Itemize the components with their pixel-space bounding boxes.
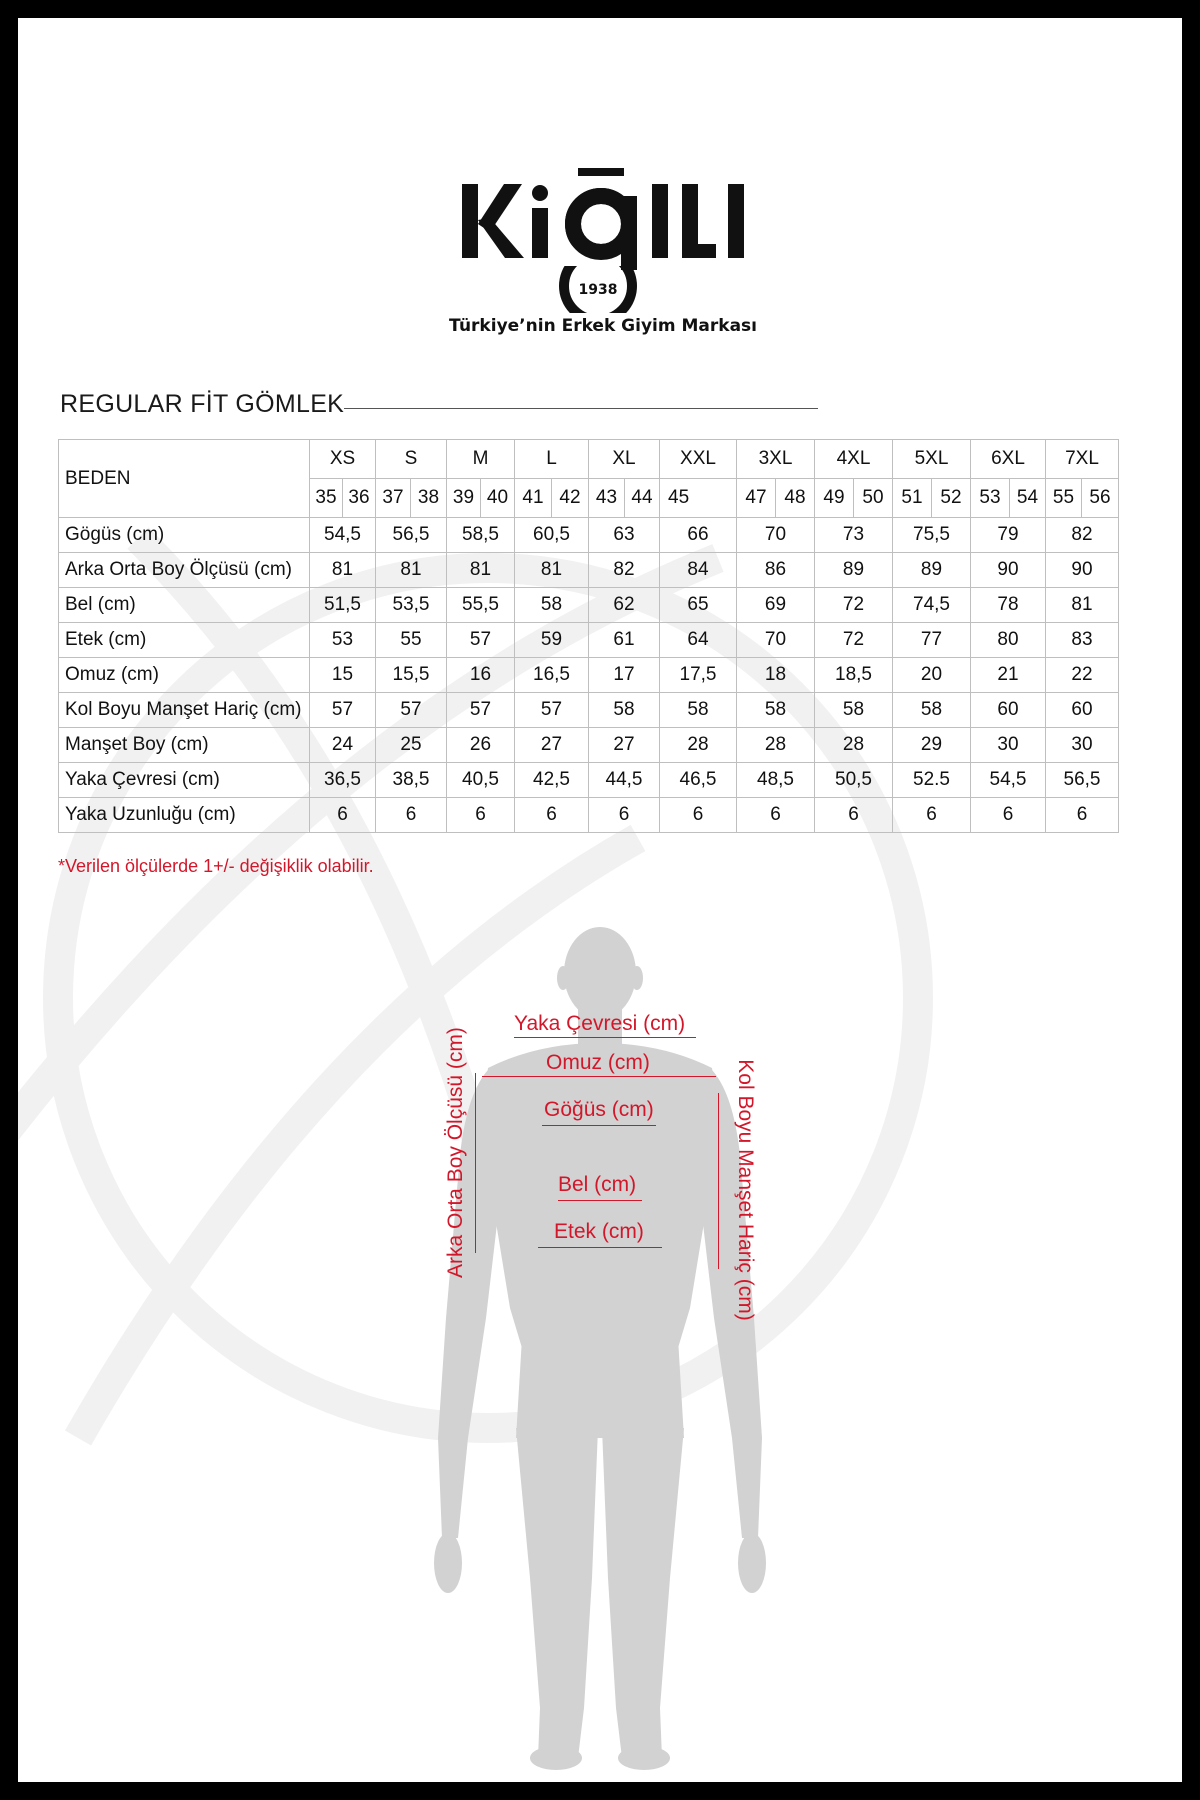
- size-label: L: [515, 440, 589, 479]
- table-cell: 79: [971, 518, 1046, 553]
- table-cell: 15: [310, 658, 376, 693]
- table-cell: 40,5: [447, 763, 515, 798]
- table-cell: 54,5: [310, 518, 376, 553]
- size-number: 56: [1082, 479, 1119, 518]
- table-cell: 6: [737, 798, 815, 833]
- table-cell: 81: [1046, 588, 1119, 623]
- table-cell: 58: [589, 693, 660, 728]
- table-cell: 58: [660, 693, 737, 728]
- size-number: 38: [411, 479, 447, 518]
- table-cell: 69: [737, 588, 815, 623]
- table-cell: 28: [737, 728, 815, 763]
- size-number: 35: [310, 479, 343, 518]
- size-number: 47: [737, 479, 776, 518]
- size-number: 42: [552, 479, 589, 518]
- table-cell: 77: [893, 623, 971, 658]
- table-cell: 70: [737, 623, 815, 658]
- table-cell: 54,5: [971, 763, 1046, 798]
- table-cell: 57: [447, 693, 515, 728]
- table-cell: 6: [447, 798, 515, 833]
- label-omuz: Omuz (cm): [546, 1051, 650, 1074]
- table-cell: 90: [971, 553, 1046, 588]
- table-cell: 6: [376, 798, 447, 833]
- body-figure: [18, 18, 1182, 1782]
- table-cell: 78: [971, 588, 1046, 623]
- table-cell: 57: [376, 693, 447, 728]
- table-cell: 36,5: [310, 763, 376, 798]
- size-label: S: [376, 440, 447, 479]
- table-cell: 81: [447, 553, 515, 588]
- table-cell: 60: [971, 693, 1046, 728]
- row-label: Yaka Uzunluğu (cm): [59, 798, 310, 833]
- table-cell: 6: [310, 798, 376, 833]
- size-label: XS: [310, 440, 376, 479]
- table-cell: 27: [515, 728, 589, 763]
- label-yaka: Yaka Çevresi (cm): [514, 1012, 686, 1035]
- label-bel: Bel (cm): [558, 1173, 637, 1196]
- footnote: *Verilen ölçülerde 1+/- değişiklik olabilir.: [58, 856, 374, 876]
- table-cell: 48,5: [737, 763, 815, 798]
- size-number: 43: [589, 479, 625, 518]
- table-cell: 73: [815, 518, 893, 553]
- size-number: 49: [815, 479, 854, 518]
- size-number: 55: [1046, 479, 1082, 518]
- table-cell: 25: [376, 728, 447, 763]
- table-cell: 56,5: [1046, 763, 1119, 798]
- size-number: 52: [932, 479, 971, 518]
- table-cell: 86: [737, 553, 815, 588]
- table-cell: 53,5: [376, 588, 447, 623]
- table-cell: 89: [815, 553, 893, 588]
- size-label: 3XL: [737, 440, 815, 479]
- table-cell: 55,5: [447, 588, 515, 623]
- table-cell: 46,5: [660, 763, 737, 798]
- table-cell: 57: [515, 693, 589, 728]
- table-cell: 27: [589, 728, 660, 763]
- table-cell: 61: [589, 623, 660, 658]
- table-cell: 16: [447, 658, 515, 693]
- table-cell: 83: [1046, 623, 1119, 658]
- brand-tagline: Türkiye’nin Erkek Giyim Markası: [448, 316, 758, 336]
- label-gogus: Göğüs (cm): [544, 1098, 654, 1121]
- table-cell: 72: [815, 623, 893, 658]
- table-cell: 28: [660, 728, 737, 763]
- size-label: 7XL: [1046, 440, 1119, 479]
- header-beden: BEDEN: [59, 440, 310, 518]
- size-number: 48: [776, 479, 815, 518]
- size-number: 40: [481, 479, 515, 518]
- table-cell: 6: [515, 798, 589, 833]
- size-number: 37: [376, 479, 411, 518]
- size-label: XL: [589, 440, 660, 479]
- row-label: Arka Orta Boy Ölçüsü (cm): [59, 553, 310, 588]
- table-cell: 80: [971, 623, 1046, 658]
- table-cell: 30: [971, 728, 1046, 763]
- table-cell: 63: [589, 518, 660, 553]
- row-label: Manşet Boy (cm): [59, 728, 310, 763]
- table-cell: 57: [310, 693, 376, 728]
- size-number: 36: [343, 479, 376, 518]
- table-cell: 75,5: [893, 518, 971, 553]
- table-cell: 17: [589, 658, 660, 693]
- table-cell: 89: [893, 553, 971, 588]
- table-cell: 58: [815, 693, 893, 728]
- table-cell: 81: [515, 553, 589, 588]
- table-cell: 58,5: [447, 518, 515, 553]
- size-label: 5XL: [893, 440, 971, 479]
- table-cell: 81: [310, 553, 376, 588]
- table-cell: 60: [1046, 693, 1119, 728]
- table-cell: 6: [589, 798, 660, 833]
- table-cell: 50,5: [815, 763, 893, 798]
- table-cell: 74,5: [893, 588, 971, 623]
- table-cell: 52.5: [893, 763, 971, 798]
- table-cell: 6: [971, 798, 1046, 833]
- label-etek: Etek (cm): [554, 1220, 644, 1243]
- table-cell: 66: [660, 518, 737, 553]
- table-cell: 24: [310, 728, 376, 763]
- table-cell: 6: [815, 798, 893, 833]
- table-cell: 18: [737, 658, 815, 693]
- table-cell: 58: [737, 693, 815, 728]
- size-number: 41: [515, 479, 552, 518]
- row-label: Gögüs (cm): [59, 518, 310, 553]
- row-label: Omuz (cm): [59, 658, 310, 693]
- table-cell: 51,5: [310, 588, 376, 623]
- table-cell: 42,5: [515, 763, 589, 798]
- table-cell: 81: [376, 553, 447, 588]
- table-cell: 57: [447, 623, 515, 658]
- table-cell: 72: [815, 588, 893, 623]
- table-cell: 59: [515, 623, 589, 658]
- table-cell: 65: [660, 588, 737, 623]
- size-number: 45: [660, 479, 737, 518]
- size-label: 4XL: [815, 440, 893, 479]
- size-number: 44: [625, 479, 660, 518]
- page-title: REGULAR FİT GÖMLEK: [60, 390, 345, 418]
- row-label: Yaka Çevresi (cm): [59, 763, 310, 798]
- table-cell: 44,5: [589, 763, 660, 798]
- table-cell: 82: [1046, 518, 1119, 553]
- table-cell: 6: [660, 798, 737, 833]
- size-label: M: [447, 440, 515, 479]
- table-cell: 30: [1046, 728, 1119, 763]
- size-number: 54: [1010, 479, 1046, 518]
- table-cell: 28: [815, 728, 893, 763]
- table-cell: 62: [589, 588, 660, 623]
- row-label: Kol Boyu Manşet Hariç (cm): [59, 693, 310, 728]
- size-number: 53: [971, 479, 1010, 518]
- table-cell: 6: [1046, 798, 1119, 833]
- table-cell: 84: [660, 553, 737, 588]
- table-cell: 82: [589, 553, 660, 588]
- table-cell: 16,5: [515, 658, 589, 693]
- table-cell: 56,5: [376, 518, 447, 553]
- table-cell: 6: [893, 798, 971, 833]
- size-chart-sheet: [18, 18, 1182, 1782]
- table-cell: 26: [447, 728, 515, 763]
- size-label: 6XL: [971, 440, 1046, 479]
- table-cell: 22: [1046, 658, 1119, 693]
- table-cell: 18,5: [815, 658, 893, 693]
- table-cell: 53: [310, 623, 376, 658]
- table-cell: 55: [376, 623, 447, 658]
- table-cell: 60,5: [515, 518, 589, 553]
- table-cell: 58: [515, 588, 589, 623]
- table-cell: 64: [660, 623, 737, 658]
- size-number: 51: [893, 479, 932, 518]
- table-cell: 38,5: [376, 763, 447, 798]
- table-cell: 90: [1046, 553, 1119, 588]
- label-arka-boy: Arka Orta Boy Ölçüsü (cm): [444, 1027, 467, 1278]
- size-label: XXL: [660, 440, 737, 479]
- table-cell: 17,5: [660, 658, 737, 693]
- svg-text:1938: 1938: [578, 282, 618, 298]
- size-number: 39: [447, 479, 481, 518]
- row-label: Bel (cm): [59, 588, 310, 623]
- table-cell: 20: [893, 658, 971, 693]
- label-kol-boyu: Kol Boyu Manşet Hariç (cm): [734, 1059, 757, 1321]
- table-cell: 29: [893, 728, 971, 763]
- table-cell: 70: [737, 518, 815, 553]
- size-number: 50: [854, 479, 893, 518]
- table-cell: 15,5: [376, 658, 447, 693]
- table-cell: 58: [893, 693, 971, 728]
- table-cell: 21: [971, 658, 1046, 693]
- row-label: Etek (cm): [59, 623, 310, 658]
